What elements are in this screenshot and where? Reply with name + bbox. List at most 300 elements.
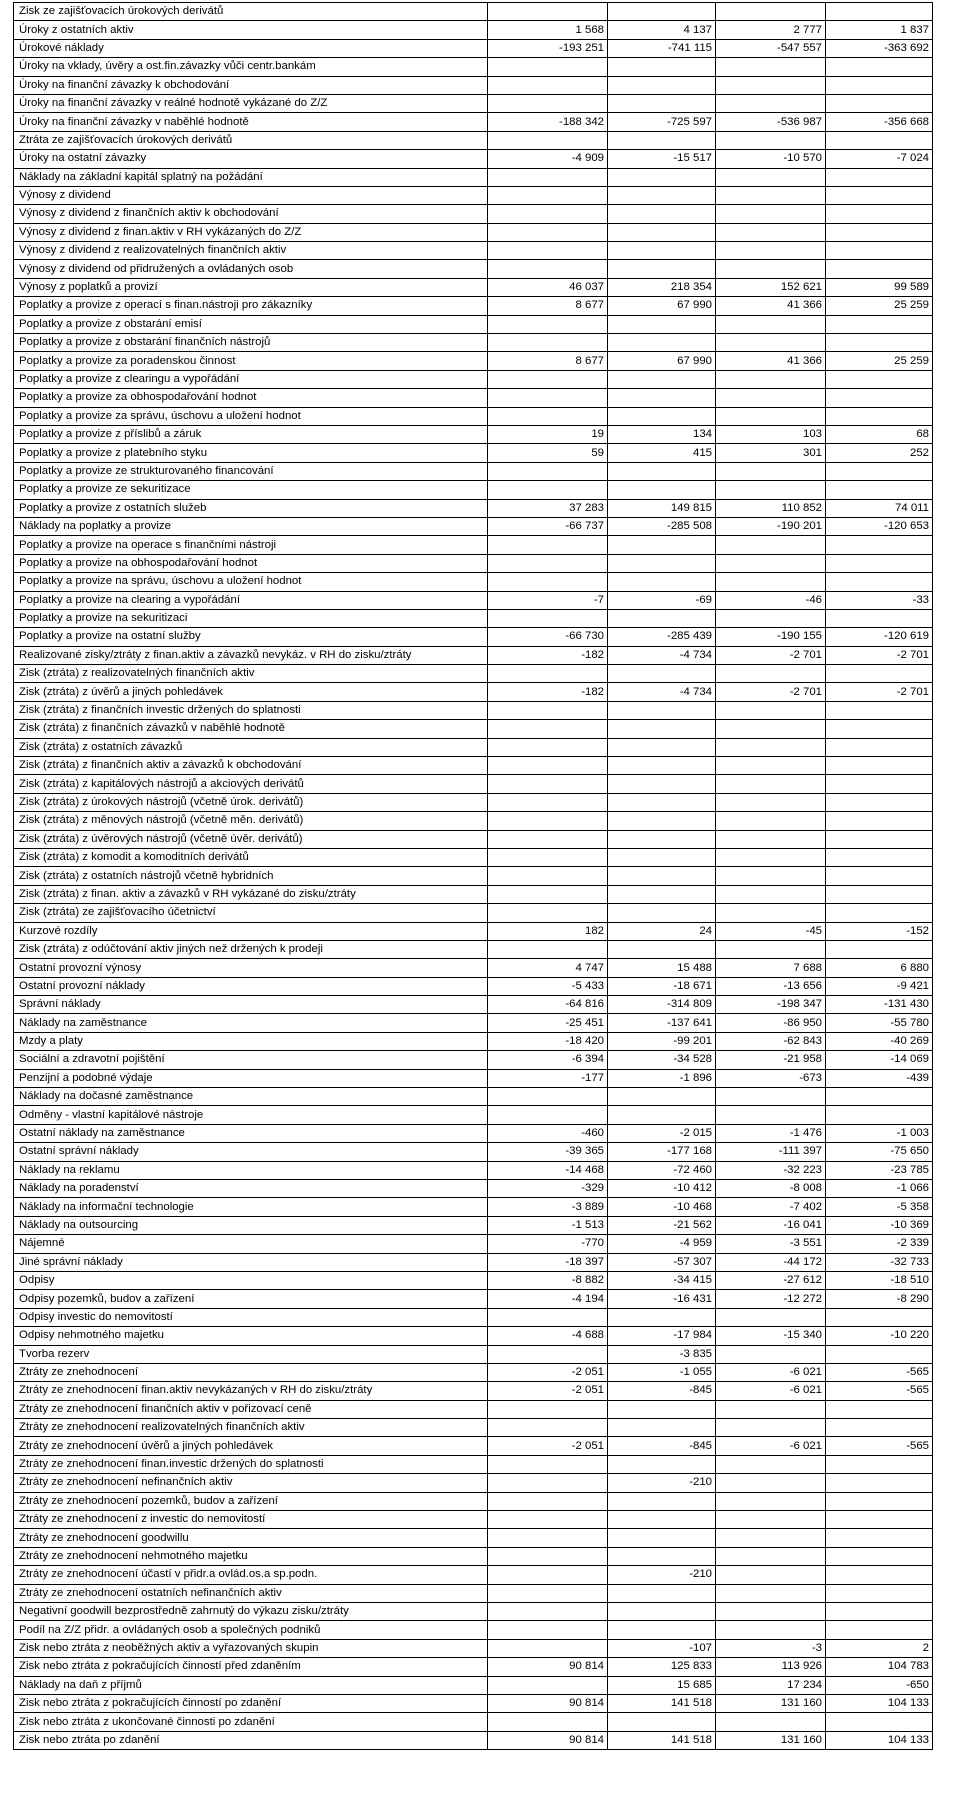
value-cell-3: -7 402 xyxy=(716,1198,826,1216)
table-row xyxy=(14,591,933,609)
table-row xyxy=(14,1400,933,1418)
value-cell-2 xyxy=(608,1602,716,1620)
value-cell-2 xyxy=(608,812,716,830)
row-label: Poplatky a provize na ostatní služby xyxy=(14,628,488,646)
value-cell-1 xyxy=(488,738,608,756)
value-cell-2: 67 990 xyxy=(608,352,716,370)
value-cell-2 xyxy=(608,1584,716,1602)
value-cell-4 xyxy=(826,1713,933,1731)
row-label: Zisk (ztráta) z finan. aktiv a závazků v RH vykázané do zisku/ztráty xyxy=(14,885,488,903)
value-cell-4 xyxy=(826,260,933,278)
value-cell-1 xyxy=(488,1529,608,1547)
value-cell-4: 68 xyxy=(826,425,933,443)
value-cell-1: -4 688 xyxy=(488,1327,608,1345)
value-cell-1 xyxy=(488,830,608,848)
value-cell-2: 24 xyxy=(608,922,716,940)
value-cell-3: -198 347 xyxy=(716,996,826,1014)
table-row xyxy=(14,1511,933,1529)
row-label: Poplatky a provize z obstarání emisí xyxy=(14,315,488,333)
value-cell-4: -75 650 xyxy=(826,1143,933,1161)
value-cell-3 xyxy=(716,1345,826,1363)
table-row xyxy=(14,830,933,848)
table-row xyxy=(14,867,933,885)
row-label: Náklady na informační technologie xyxy=(14,1198,488,1216)
table-row xyxy=(14,58,933,76)
table-row xyxy=(14,315,933,333)
value-cell-2: 67 990 xyxy=(608,297,716,315)
table-row xyxy=(14,223,933,241)
value-cell-4: 104 133 xyxy=(826,1731,933,1749)
value-cell-4: 1 837 xyxy=(826,21,933,39)
value-cell-2 xyxy=(608,1455,716,1473)
table-row xyxy=(14,793,933,811)
value-cell-4 xyxy=(826,168,933,186)
value-cell-3: 131 160 xyxy=(716,1694,826,1712)
row-label: Ostatní provozní výnosy xyxy=(14,959,488,977)
value-cell-1: -18 397 xyxy=(488,1253,608,1271)
table-row xyxy=(14,848,933,866)
value-cell-2: -17 984 xyxy=(608,1327,716,1345)
table-row xyxy=(14,1694,933,1712)
value-cell-2: 415 xyxy=(608,444,716,462)
value-cell-1 xyxy=(488,720,608,738)
value-cell-4 xyxy=(826,389,933,407)
value-cell-4 xyxy=(826,775,933,793)
row-label: Ostatní provozní náklady xyxy=(14,977,488,995)
table-row xyxy=(14,517,933,535)
value-cell-4 xyxy=(826,1547,933,1565)
value-cell-3: 7 688 xyxy=(716,959,826,977)
row-label: Poplatky a provize z obstarání finančních nástrojů xyxy=(14,334,488,352)
row-label: Zisk (ztráta) z měnových nástrojů (včetně měn. derivátů) xyxy=(14,812,488,830)
value-cell-1: -182 xyxy=(488,646,608,664)
value-cell-2: 15 685 xyxy=(608,1676,716,1694)
value-cell-2 xyxy=(608,407,716,425)
value-cell-3: -6 021 xyxy=(716,1363,826,1381)
value-cell-4: 25 259 xyxy=(826,352,933,370)
value-cell-3 xyxy=(716,462,826,480)
value-cell-2: -210 xyxy=(608,1566,716,1584)
value-cell-2: -69 xyxy=(608,591,716,609)
value-cell-1 xyxy=(488,1106,608,1124)
table-row xyxy=(14,260,933,278)
value-cell-4: -14 069 xyxy=(826,1051,933,1069)
value-cell-4: -55 780 xyxy=(826,1014,933,1032)
value-cell-2: -3 835 xyxy=(608,1345,716,1363)
table-row xyxy=(14,94,933,112)
value-cell-3 xyxy=(716,940,826,958)
value-cell-1 xyxy=(488,1676,608,1694)
value-cell-4 xyxy=(826,1308,933,1326)
value-cell-2 xyxy=(608,775,716,793)
value-cell-1: -3 889 xyxy=(488,1198,608,1216)
row-label: Ztráty ze znehodnocení úvěrů a jiných pohledávek xyxy=(14,1437,488,1455)
row-label: Ztráty ze znehodnocení finančních aktiv v pořizovací ceně xyxy=(14,1400,488,1418)
row-label: Ztráty ze znehodnocení nehmotného majetku xyxy=(14,1547,488,1565)
value-cell-3 xyxy=(716,1584,826,1602)
row-label: Odměny - vlastní kapitálové nástroje xyxy=(14,1106,488,1124)
value-cell-4 xyxy=(826,186,933,204)
value-cell-3 xyxy=(716,1474,826,1492)
row-label: Ztráty ze znehodnocení finan.investic držených do splatnosti xyxy=(14,1455,488,1473)
value-cell-4 xyxy=(826,885,933,903)
value-cell-4: 104 783 xyxy=(826,1658,933,1676)
row-label: Úroky na vklady, úvěry a ost.fin.závazky vůči centr.bankám xyxy=(14,58,488,76)
value-cell-1 xyxy=(488,3,608,21)
table-row xyxy=(14,425,933,443)
value-cell-1: 37 283 xyxy=(488,499,608,517)
row-label: Ztráty ze znehodnocení xyxy=(14,1363,488,1381)
value-cell-4 xyxy=(826,1566,933,1584)
value-cell-1 xyxy=(488,315,608,333)
table-row xyxy=(14,1676,933,1694)
value-cell-2 xyxy=(608,481,716,499)
value-cell-4 xyxy=(826,757,933,775)
value-cell-2 xyxy=(608,462,716,480)
row-label: Úroky na finanční závazky k obchodování xyxy=(14,76,488,94)
row-label: Poplatky a provize na obhospodařování hodnot xyxy=(14,554,488,572)
value-cell-4 xyxy=(826,738,933,756)
row-label: Ztráty ze znehodnocení finan.aktiv nevykázaných v RH do zisku/ztráty xyxy=(14,1382,488,1400)
table-row xyxy=(14,757,933,775)
value-cell-4 xyxy=(826,573,933,591)
value-cell-3: -1 476 xyxy=(716,1124,826,1142)
value-cell-2: -10 412 xyxy=(608,1180,716,1198)
value-cell-3 xyxy=(716,131,826,149)
row-label: Podíl na Z/Z přidr. a ovládaných osob a společných podniků xyxy=(14,1621,488,1639)
row-label: Ztráty ze znehodnocení z investic do nemovitostí xyxy=(14,1511,488,1529)
value-cell-3: 152 621 xyxy=(716,278,826,296)
value-cell-1: -182 xyxy=(488,683,608,701)
table-row xyxy=(14,131,933,149)
value-cell-1 xyxy=(488,94,608,112)
table-row xyxy=(14,444,933,462)
value-cell-4: -120 619 xyxy=(826,628,933,646)
value-cell-2 xyxy=(608,609,716,627)
value-cell-1 xyxy=(488,1713,608,1731)
value-cell-4 xyxy=(826,830,933,848)
value-cell-4: -23 785 xyxy=(826,1161,933,1179)
value-cell-2 xyxy=(608,701,716,719)
value-cell-1: 90 814 xyxy=(488,1658,608,1676)
value-cell-2 xyxy=(608,867,716,885)
value-cell-4 xyxy=(826,131,933,149)
row-label: Ostatní náklady na zaměstnance xyxy=(14,1124,488,1142)
value-cell-3 xyxy=(716,1566,826,1584)
table-row xyxy=(14,1621,933,1639)
value-cell-2 xyxy=(608,334,716,352)
table-row xyxy=(14,922,933,940)
row-label: Poplatky a provize na clearing a vypořádání xyxy=(14,591,488,609)
value-cell-1 xyxy=(488,205,608,223)
row-label: Ostatní správní náklady xyxy=(14,1143,488,1161)
value-cell-2 xyxy=(608,757,716,775)
value-cell-1: 90 814 xyxy=(488,1694,608,1712)
value-cell-4 xyxy=(826,370,933,388)
value-cell-3: -190 201 xyxy=(716,517,826,535)
value-cell-2: -34 415 xyxy=(608,1271,716,1289)
value-cell-2: -4 959 xyxy=(608,1235,716,1253)
value-cell-3 xyxy=(716,536,826,554)
row-label: Náklady na daň z příjmů xyxy=(14,1676,488,1694)
value-cell-1 xyxy=(488,1345,608,1363)
value-cell-4: -40 269 xyxy=(826,1032,933,1050)
value-cell-3: 41 366 xyxy=(716,352,826,370)
value-cell-2 xyxy=(608,1088,716,1106)
value-cell-4: -565 xyxy=(826,1382,933,1400)
value-cell-2: 149 815 xyxy=(608,499,716,517)
value-cell-4: 252 xyxy=(826,444,933,462)
value-cell-4 xyxy=(826,94,933,112)
value-cell-3 xyxy=(716,1492,826,1510)
value-cell-2: -285 439 xyxy=(608,628,716,646)
row-label: Poplatky a provize za obhospodařování hodnot xyxy=(14,389,488,407)
row-label: Penzijní a podobné výdaje xyxy=(14,1069,488,1087)
row-label: Jiné správní náklady xyxy=(14,1253,488,1271)
value-cell-4 xyxy=(826,315,933,333)
table-row xyxy=(14,499,933,517)
value-cell-4 xyxy=(826,1621,933,1639)
value-cell-1: -193 251 xyxy=(488,39,608,57)
value-cell-3 xyxy=(716,1511,826,1529)
value-cell-2 xyxy=(608,1492,716,1510)
value-cell-3 xyxy=(716,223,826,241)
value-cell-3 xyxy=(716,757,826,775)
value-cell-1: 90 814 xyxy=(488,1731,608,1749)
value-cell-2: -107 xyxy=(608,1639,716,1657)
row-label: Poplatky a provize na správu, úschovu a uložení hodnot xyxy=(14,573,488,591)
row-label: Ztráta ze zajišťovacích úrokových derivátů xyxy=(14,131,488,149)
value-cell-2 xyxy=(608,885,716,903)
table-row xyxy=(14,628,933,646)
table-row xyxy=(14,1253,933,1271)
value-cell-1 xyxy=(488,370,608,388)
row-label: Zisk nebo ztráta z pokračujících činností před zdaněním xyxy=(14,1658,488,1676)
value-cell-4: -10 369 xyxy=(826,1216,933,1234)
value-cell-3 xyxy=(716,186,826,204)
value-cell-3 xyxy=(716,370,826,388)
row-label: Poplatky a provize ze sekuritizace xyxy=(14,481,488,499)
value-cell-4: -5 358 xyxy=(826,1198,933,1216)
value-cell-3 xyxy=(716,334,826,352)
value-cell-1: -2 051 xyxy=(488,1363,608,1381)
value-cell-4 xyxy=(826,481,933,499)
table-row xyxy=(14,1345,933,1363)
table-row xyxy=(14,1547,933,1565)
value-cell-3: -27 612 xyxy=(716,1271,826,1289)
row-label: Odpisy nehmotného majetku xyxy=(14,1327,488,1345)
row-label: Zisk nebo ztráta z pokračujících činností po zdanění xyxy=(14,1694,488,1712)
value-cell-4 xyxy=(826,1088,933,1106)
value-cell-3 xyxy=(716,58,826,76)
table-row xyxy=(14,940,933,958)
value-cell-4 xyxy=(826,58,933,76)
value-cell-3: -15 340 xyxy=(716,1327,826,1345)
value-cell-4 xyxy=(826,1455,933,1473)
value-cell-3 xyxy=(716,481,826,499)
value-cell-2 xyxy=(608,1308,716,1326)
row-label: Zisk nebo ztráta z ukončované činnosti po zdanění xyxy=(14,1713,488,1731)
value-cell-1 xyxy=(488,757,608,775)
value-cell-1: -2 051 xyxy=(488,1437,608,1455)
value-cell-4 xyxy=(826,1400,933,1418)
table-row xyxy=(14,904,933,922)
value-cell-4: 74 011 xyxy=(826,499,933,517)
value-cell-2 xyxy=(608,1106,716,1124)
value-cell-2 xyxy=(608,260,716,278)
value-cell-1: 8 677 xyxy=(488,297,608,315)
table-row xyxy=(14,1143,933,1161)
value-cell-2 xyxy=(608,738,716,756)
value-cell-1 xyxy=(488,940,608,958)
table-body xyxy=(14,3,933,1750)
table-row xyxy=(14,775,933,793)
value-cell-4: -9 421 xyxy=(826,977,933,995)
value-cell-1: 46 037 xyxy=(488,278,608,296)
table-row xyxy=(14,150,933,168)
value-cell-4 xyxy=(826,554,933,572)
value-cell-3 xyxy=(716,315,826,333)
value-cell-1 xyxy=(488,1400,608,1418)
value-cell-4 xyxy=(826,223,933,241)
value-cell-4 xyxy=(826,1345,933,1363)
value-cell-4: -10 220 xyxy=(826,1327,933,1345)
table-row xyxy=(14,1602,933,1620)
table-row xyxy=(14,1069,933,1087)
value-cell-3: -190 155 xyxy=(716,628,826,646)
row-label: Zisk ze zajišťovacích úrokových derivátů xyxy=(14,3,488,21)
value-cell-4 xyxy=(826,242,933,260)
value-cell-4 xyxy=(826,1106,933,1124)
value-cell-1: -18 420 xyxy=(488,1032,608,1050)
value-cell-1 xyxy=(488,1492,608,1510)
value-cell-1: -177 xyxy=(488,1069,608,1087)
value-cell-4 xyxy=(826,720,933,738)
value-cell-3 xyxy=(716,554,826,572)
row-label: Poplatky a provize z clearingu a vypořádání xyxy=(14,370,488,388)
value-cell-1: -66 737 xyxy=(488,517,608,535)
value-cell-3: 103 xyxy=(716,425,826,443)
value-cell-3 xyxy=(716,793,826,811)
value-cell-2: -10 468 xyxy=(608,1198,716,1216)
value-cell-3: 17 234 xyxy=(716,1676,826,1694)
value-cell-1: -5 433 xyxy=(488,977,608,995)
row-label: Zisk (ztráta) z úvěrových nástrojů (včetně úvěr. derivátů) xyxy=(14,830,488,848)
value-cell-1: -188 342 xyxy=(488,113,608,131)
value-cell-3 xyxy=(716,885,826,903)
table-row xyxy=(14,1088,933,1106)
value-cell-4: 25 259 xyxy=(826,297,933,315)
value-cell-3 xyxy=(716,205,826,223)
value-cell-1 xyxy=(488,1621,608,1639)
value-cell-3 xyxy=(716,389,826,407)
value-cell-1: -1 513 xyxy=(488,1216,608,1234)
table-row xyxy=(14,1106,933,1124)
value-cell-4: -2 701 xyxy=(826,683,933,701)
value-cell-4 xyxy=(826,1474,933,1492)
table-row xyxy=(14,536,933,554)
value-cell-3: -32 223 xyxy=(716,1161,826,1179)
value-cell-3 xyxy=(716,242,826,260)
value-cell-1 xyxy=(488,775,608,793)
value-cell-1 xyxy=(488,1511,608,1529)
value-cell-3 xyxy=(716,1088,826,1106)
value-cell-1: -770 xyxy=(488,1235,608,1253)
table-row xyxy=(14,1271,933,1289)
value-cell-2: -15 517 xyxy=(608,150,716,168)
value-cell-3 xyxy=(716,3,826,21)
value-cell-4 xyxy=(826,848,933,866)
value-cell-3: -6 021 xyxy=(716,1382,826,1400)
row-label: Odpisy pozemků, budov a zařízení xyxy=(14,1290,488,1308)
value-cell-3 xyxy=(716,1602,826,1620)
row-label: Úroky na finanční závazky v reálné hodnotě vykázané do Z/Z xyxy=(14,94,488,112)
value-cell-4: -33 xyxy=(826,591,933,609)
value-cell-2 xyxy=(608,76,716,94)
value-cell-2 xyxy=(608,3,716,21)
value-cell-1 xyxy=(488,1474,608,1492)
value-cell-4 xyxy=(826,609,933,627)
value-cell-2 xyxy=(608,554,716,572)
table-row xyxy=(14,242,933,260)
value-cell-4: -120 653 xyxy=(826,517,933,535)
value-cell-2: 218 354 xyxy=(608,278,716,296)
row-label: Úroky z ostatních aktiv xyxy=(14,21,488,39)
value-cell-4 xyxy=(826,1602,933,1620)
value-cell-3 xyxy=(716,1621,826,1639)
row-label: Ztráty ze znehodnocení účastí v přidr.a ovlád.os.a sp.podn. xyxy=(14,1566,488,1584)
value-cell-4 xyxy=(826,1511,933,1529)
table-row xyxy=(14,1032,933,1050)
value-cell-3 xyxy=(716,720,826,738)
value-cell-2: -16 431 xyxy=(608,1290,716,1308)
table-row xyxy=(14,334,933,352)
value-cell-2 xyxy=(608,573,716,591)
table-row xyxy=(14,205,933,223)
row-label: Poplatky a provize z příslibů a záruk xyxy=(14,425,488,443)
value-cell-1 xyxy=(488,1455,608,1473)
value-cell-1 xyxy=(488,462,608,480)
table-row xyxy=(14,1437,933,1455)
value-cell-1: -66 730 xyxy=(488,628,608,646)
value-cell-2: -210 xyxy=(608,1474,716,1492)
table-row xyxy=(14,1584,933,1602)
table-row xyxy=(14,1419,933,1437)
value-cell-1: -460 xyxy=(488,1124,608,1142)
value-cell-2: -18 671 xyxy=(608,977,716,995)
value-cell-3 xyxy=(716,665,826,683)
row-label: Zisk (ztráta) z komodit a komoditních derivátů xyxy=(14,848,488,866)
value-cell-1 xyxy=(488,812,608,830)
table-row xyxy=(14,1566,933,1584)
row-label: Ztráty ze znehodnocení ostatních nefinančních aktiv xyxy=(14,1584,488,1602)
table-row xyxy=(14,407,933,425)
value-cell-3: 113 926 xyxy=(716,1658,826,1676)
value-cell-4: 99 589 xyxy=(826,278,933,296)
value-cell-3 xyxy=(716,94,826,112)
value-cell-1 xyxy=(488,131,608,149)
value-cell-3 xyxy=(716,904,826,922)
value-cell-1 xyxy=(488,168,608,186)
value-cell-1 xyxy=(488,848,608,866)
value-cell-1: -7 xyxy=(488,591,608,609)
value-cell-1: 182 xyxy=(488,922,608,940)
value-cell-2: -1 055 xyxy=(608,1363,716,1381)
value-cell-4: -8 290 xyxy=(826,1290,933,1308)
value-cell-1: -2 051 xyxy=(488,1382,608,1400)
financial-statement-table xyxy=(13,2,933,1750)
value-cell-1: 19 xyxy=(488,425,608,443)
